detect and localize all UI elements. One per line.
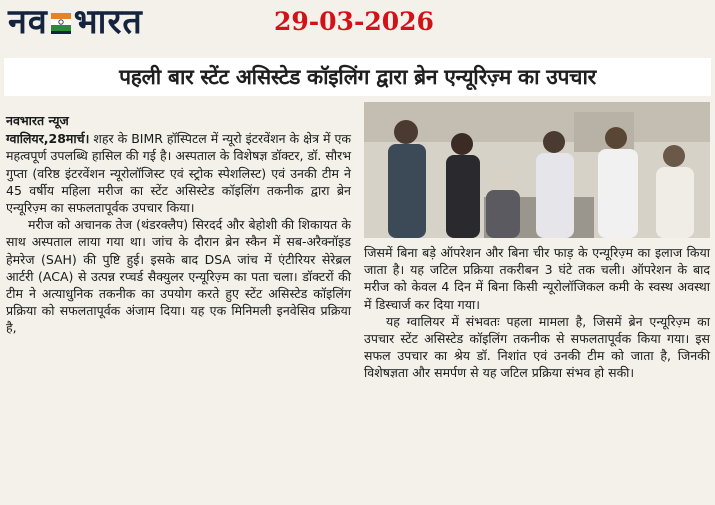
publication-date: 29-03-2026 (274, 7, 434, 36)
article-paragraph-2: मरीज को अचानक तेज (थंडरक्लैप) सिरदर्द और बेहोशी की शिकायत के साथ अस्पताल लाया गया था। जांच के दौरान ब्रेन स्कैन में सब-अरैक्नॉइड हेमरेज (SAH) की पुष्टि हुई। इसके बाद DSA जांच में एंटीरियर सेरेब्रल आर्टरी (ACA) से उत्पन्न रप्चर्ड सैक्युलर एन्यूरिज़्म का पता चला। डॉक्टरों की टीम ने अत्याधुनिक तकनीक का उपयोग करते हुए स्टेंट असिस्टेड कॉइलिंग प्रक्रिया को सफलतापूर्वक अंजाम दिया। यह एक मिनिमली इनवेसिव प्रक्रिया है, (6, 217, 351, 336)
dateline: ग्वालियर,28मार्च। (6, 131, 90, 147)
byline: नवभारत न्यूज (6, 113, 69, 128)
article-paragraph-4: यह ग्वालियर में संभवतः पहला मामला है, जिसमें ब्रेन एन्यूरिज़्म का उपचार स्टेंट असिस्टेड कॉइलिंग तकनीक से सफलतापूर्वक किया गया। इस सफल उपचार का श्रेय डॉ. निशांत एवं उनकी टीम को जाता है, जिनकी विशेषज्ञता और समर्पण से यह जटिल प्रक्रिया संभव हो सकी। (364, 313, 710, 381)
group-photo-illustration (364, 102, 710, 238)
logo-text-right: भारत (73, 2, 143, 42)
flag-emblem-icon (50, 9, 72, 39)
article-column-left (6, 112, 351, 337)
article-photo (364, 102, 710, 238)
article-paragraph-3: जिसमें बिना बड़े ऑपरेशन और बिना चीर फाड़ के एन्यूरिज़्म का इलाज किया जाता है। यह जटिल प्रक्रिया तकरीबन 3 घंटे तक चली। ऑपरेशन के बाद मरीज को केवल 4 दिन में बिना किसी न्यूरोलॉजिकल कमी के स्वस्थ अवस्था में डिस्चार्ज कर दिया गया। (364, 245, 710, 312)
masthead (8, 2, 143, 42)
headline: पहली बार स्टेंट असिस्टेड कॉइलिंग द्वारा ब्रेन एन्यूरिज़्म का उपचार (119, 65, 596, 89)
headline-band (4, 58, 711, 96)
article-paragraph-1 (6, 130, 351, 216)
logo-text-left: नव (8, 2, 48, 42)
paragraph-1-text: शहर के BIMR हॉस्पिटल में न्यूरो इंटरवेंशन के क्षेत्र में एक महत्वपूर्ण उपलब्धि हासिल की गई है। अस्पताल के विशेषज्ञ डॉक्टर, डॉ. सौरभ गुप्ता (वरिष्ठ इंटरवेंशन न्यूरोलॉजिस्ट एवं स्ट्रोक स्पेशलिस्ट) एवं उनकी टीम ने 45 वर्षीय महिला मरीज का स्टेंट असिस्टेड कॉइलिंग तकनीक द्वारा ब्रेन एन्यूरिज़्म का सफलतापूर्वक उपचार किया। (6, 131, 351, 216)
newspaper-logo (8, 2, 143, 42)
article-column-right (364, 244, 710, 382)
